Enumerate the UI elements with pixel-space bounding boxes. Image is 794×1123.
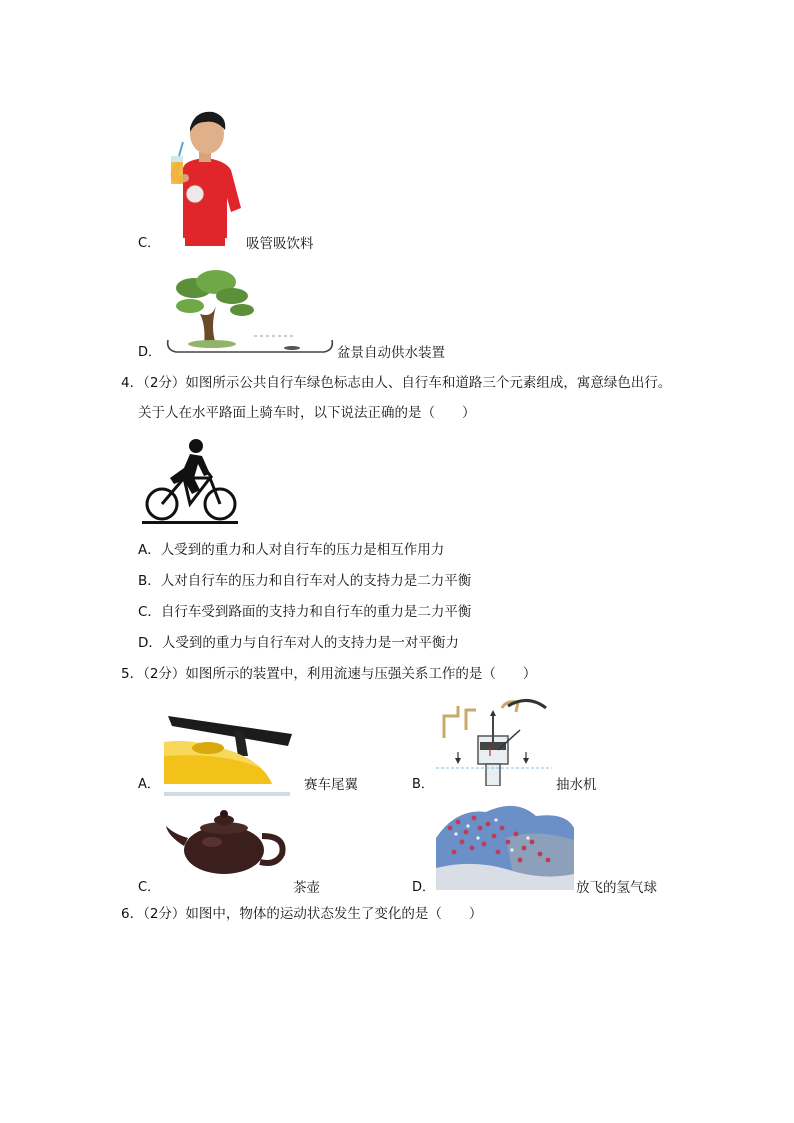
teapot-image [164, 806, 286, 878]
q4-figure [140, 438, 240, 526]
bicycle-rider-icon [140, 438, 240, 526]
q3-option-d-caption: 盆景自动供水装置 [337, 345, 445, 361]
q5-option-a-letter: A． [138, 777, 160, 792]
q4-option-a: A．人受到的重力和人对自行车的压力是相互作用力 [138, 542, 445, 558]
q3-option-c-figure [165, 108, 245, 246]
q5-option-a-figure [164, 712, 296, 802]
q5-option-c-caption: 茶壶 [293, 880, 320, 896]
q4-option-c: C．自行车受到路面的支持力和自行车的重力是二力平衡 [138, 604, 472, 620]
q5-option-c-figure [164, 806, 286, 878]
q3-option-d-letter: D． [138, 345, 162, 360]
q5-option-b-letter: B． [412, 777, 434, 792]
q5-option-b-figure [436, 696, 552, 786]
q5-stem: 5．（2分）如图所示的装置中，利用流速与压强关系工作的是（ ） [121, 666, 537, 682]
q4-option-b: B．人对自行车的压力和自行车对人的支持力是二力平衡 [138, 573, 472, 589]
q3-option-d-figure [164, 266, 336, 356]
q4-option-d: D．人受到的重力与自行车对人的支持力是一对平衡力 [138, 635, 459, 651]
q5-option-b-caption: 抽水机 [556, 777, 597, 793]
q5-option-c-letter: C． [138, 880, 161, 895]
bonsai-water-device-image [164, 266, 336, 356]
boy-drinking-image [165, 108, 245, 246]
q4-stem-line-2: 关于人在水平路面上骑车时，以下说法正确的是（ ） [138, 405, 476, 421]
water-pump-diagram [436, 696, 552, 786]
q5-option-d-figure [436, 798, 574, 890]
q4-stem-line-1: 4．（2分）如图所示公共自行车绿色标志由人、自行车和道路三个元素组成，寓意绿色出行。 [121, 375, 672, 391]
hydrogen-balloons-image [436, 798, 574, 890]
q3-option-c-letter: C． [138, 236, 161, 251]
race-car-spoiler-image [164, 712, 296, 802]
q3-option-c-caption: 吸管吸饮料 [246, 236, 314, 252]
q6-stem: 6．（2分）如图中，物体的运动状态发生了变化的是（ ） [121, 906, 483, 922]
q5-option-d-caption: 放飞的氢气球 [576, 880, 657, 896]
q5-option-d-letter: D． [412, 880, 436, 895]
q5-option-a-caption: 赛车尾翼 [304, 777, 358, 793]
